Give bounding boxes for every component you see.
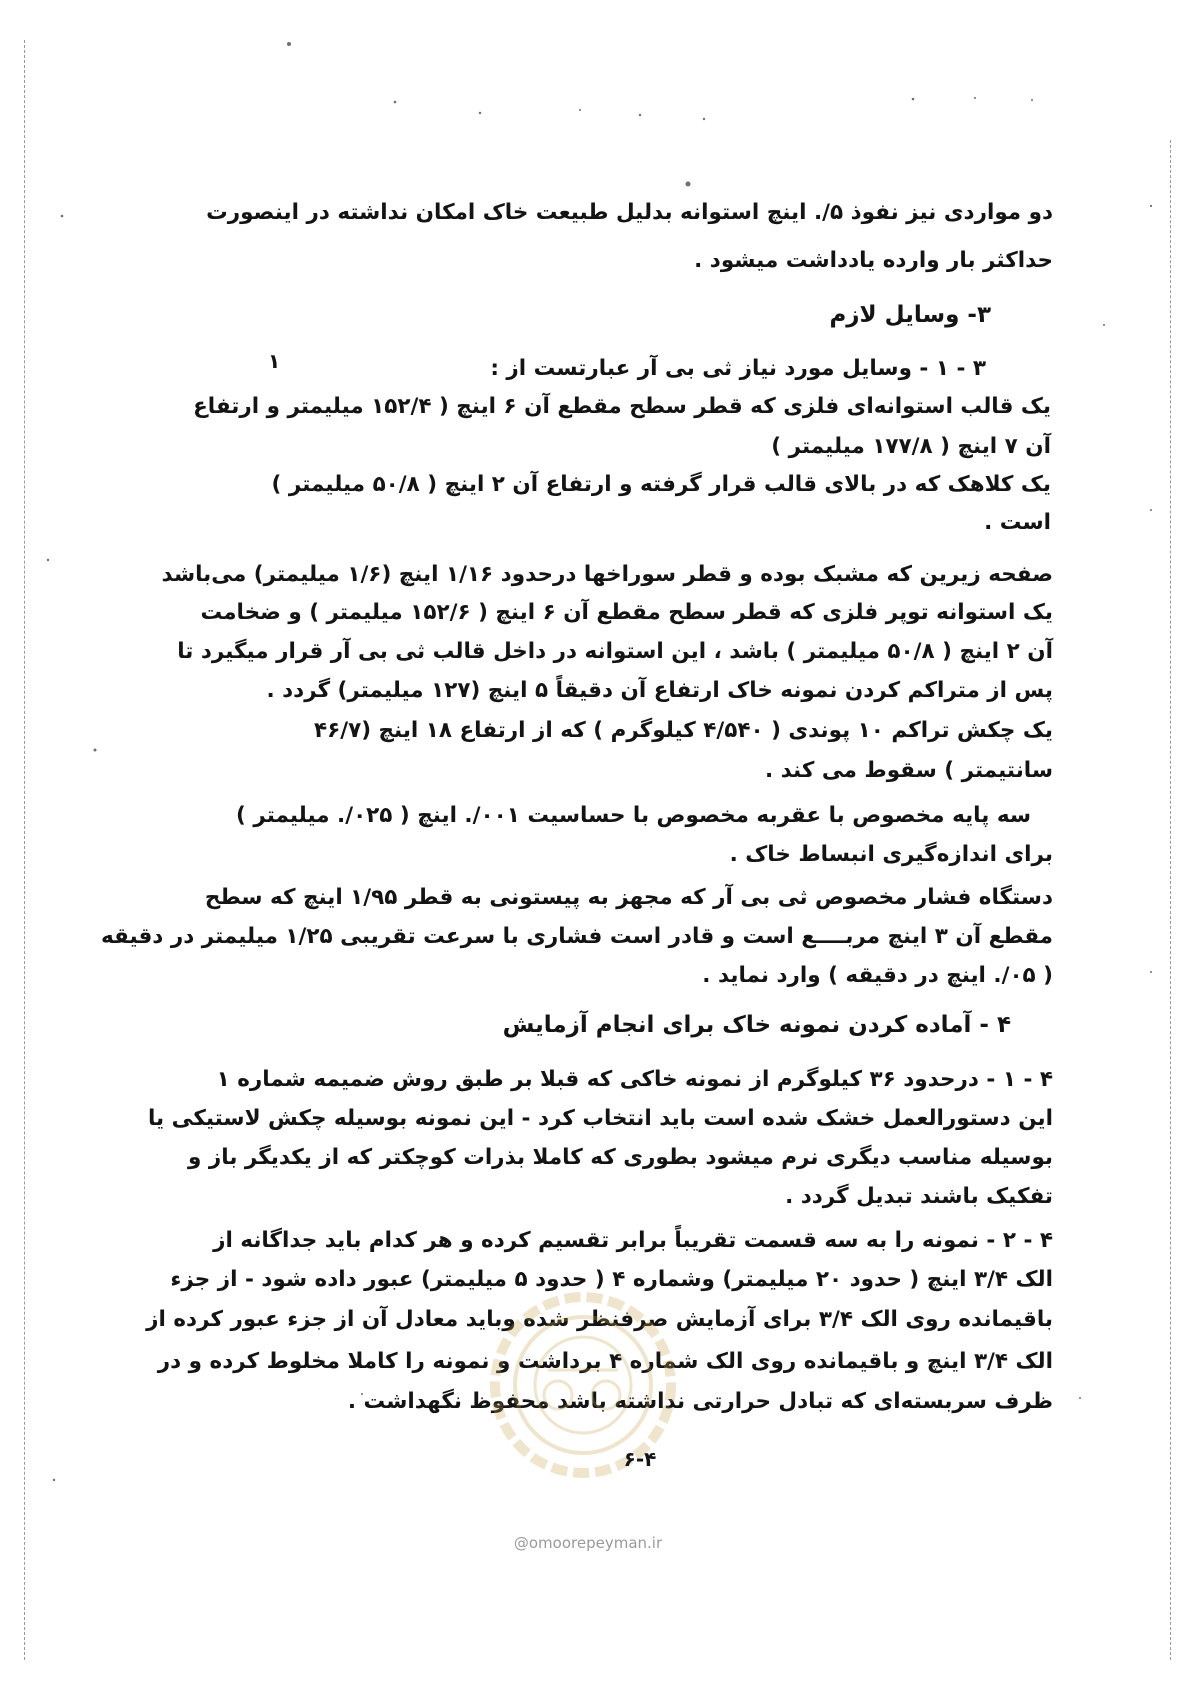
left-edge-shadow: [24, 40, 25, 1660]
text-line: دو مواردی نیز نفوذ ۵/. اینچ استوانه بدلیل طبیعت خاک امکان نداشته در اینصورت: [206, 200, 1053, 225]
text-line: ۴ - ۲ - نمونه را به سه قسمت تقریباً برابر تقسیم کرده و هر کدام باید جداگانه از: [213, 1228, 1053, 1253]
text-line: بوسیله مناسب دیگری نرم میشود بطوری که کاملا بذرات کوچکتر که از یکدیگر باز و: [188, 1145, 1053, 1170]
page-number: ۶-۴: [623, 1447, 657, 1471]
text-line: حداکثر بار وارده یادداشت میشود .: [694, 248, 1053, 273]
text-line: این دستورالعمل خشک شده است باید انتخاب کرد - این نمونه بوسیله چکش لاستیکی یا: [147, 1106, 1053, 1131]
text-line: صفحه زیرین که مشبک بوده و قطر سوراخها درحدود ۱/۱۶ اینچ (۱/۶ میلیمتر) می‌باشد: [161, 562, 1053, 587]
text-line: آن ۷ اینچ ( ۱۷۷/۸ میلیمتر ): [771, 434, 1051, 459]
text-line: ظرف سربسته‌ای که تبادل حرارتی نداشته باشد محفوظ نگهداشت .: [347, 1389, 1053, 1414]
text-line: یک قالب استوانه‌ای فلزی که قطر سطح مقطع آن ۶ اینچ ( ۱۵۲/۴ میلیمتر و ارتفاع: [193, 394, 1051, 419]
text-line: است .: [984, 510, 1051, 535]
text-line: ۳ - ۱ - وسایل مورد نیاز ثی بی آر عبارتست از :: [490, 356, 986, 381]
text-line: برای اندازه‌گیری انبساط خاک .: [729, 842, 1053, 867]
right-edge-shadow: [1170, 140, 1171, 1660]
text-line: یک چکش تراکم ۱۰ پوندی ( ۴/۵۴۰ کیلوگرم ) که از ارتفاع ۱۸ اینچ (۴۶/۷: [314, 718, 1053, 743]
text-line: ( ۰۵/. اینچ در دقیقه ) وارد نماید .: [702, 963, 1053, 988]
text-line: آن ۲ اینچ ( ۵۰/۸ میلیمتر ) باشد ، این استوانه در داخل قالب ثی بی آر قرار میگیرد تا: [177, 639, 1053, 664]
text-line: الک ۳/۴ اینچ ( حدود ۲۰ میلیمتر) وشماره ۴ ( حدود ۵ میلیمتر) عبور داده شود - از جزء: [170, 1267, 1053, 1292]
text-line: دستگاه فشار مخصوص ثی بی آر که مجهز به پیستونی به قطر ۱/۹۵ اینچ که سطح: [204, 885, 1053, 910]
text-line: یک استوانه توپر فلزی که قطر سطح مقطع آن ۶ اینچ ( ۱۵۲/۶ میلیمتر ) و ضخامت: [200, 600, 1053, 625]
margin-mark: ۱: [268, 349, 281, 373]
watermark-text: @omoorepeyman.ir: [513, 1534, 663, 1552]
text-line: سانتیمتر ) سقوط می کند .: [764, 758, 1053, 783]
section-heading: ۴ - آماده کردن نمونه خاک برای انجام آزمایش: [502, 1012, 1011, 1038]
text-line: یک کلاهک که در بالای قالب قرار گرفته و ارتفاع آن ۲ اینچ ( ۵۰/۸ میلیمتر ): [271, 472, 1051, 497]
text-line: پس از متراکم کردن نمونه خاک ارتفاع آن دقیقاً ۵ اینچ (۱۲۷ میلیمتر) گردد .: [266, 678, 1053, 703]
text-line: الک ۳/۴ اینچ و باقیمانده روی الک شماره ۴ برداشت و نمونه را کاملا مخلوط کرده و در: [157, 1349, 1053, 1374]
text-line: تفکیک باشند تبدیل گردد .: [785, 1184, 1053, 1209]
text-line: مقطع آن ۳ اینچ مربــــع است و قادر است فشاری با سرعت تقریبی ۱/۲۵ میلیمتر در دقیقه: [100, 924, 1053, 949]
section-heading: ۳- وسایل لازم: [829, 302, 991, 328]
text-line: باقیمانده روی الک ۳/۴ برای آزمایش صرفنظر شده وباید معادل آن از جزء عبور کرده از: [146, 1307, 1053, 1332]
text-line: سه پایه مخصوص با عقربه مخصوص با حساسیت ۰۰۱/. اینچ ( ۰۲۵/. میلیمتر ): [236, 803, 1031, 828]
text-line: ۴ - ۱ - درحدود ۳۶ کیلوگرم از نمونه خاکی که قبلا بر طبق روش ضمیمه شماره ۱: [216, 1067, 1053, 1092]
